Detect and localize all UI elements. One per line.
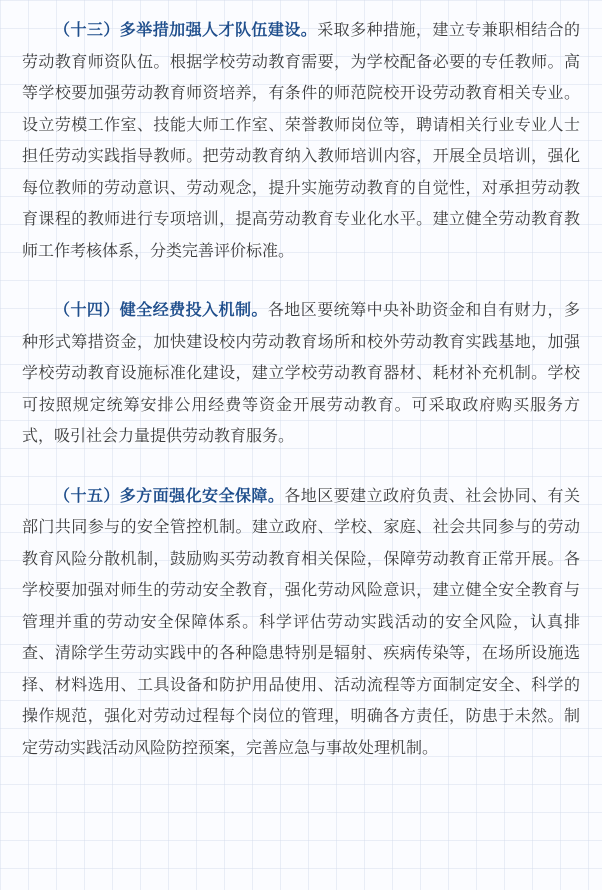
section-13-body: 采取多种措施，建立专兼职相结合的劳动教育师资队伍。根据学校劳动教育需要，为学校配备必要的专任教师。高等学校要加强劳动教育师资培养，有条件的师范院校开设劳动教育相关专业。设立劳模工作室、技能大师工作室、荣誉教师岗位等，聘请相关行业专业人士担任劳动实践指导教师。把劳动教育纳入教师培训内容，开展全员培训，强化每位教师的劳动意识、劳动观念，提升实施劳动教育的自觉性，对承担劳动教育课程的教师进行专项培训，提高劳动教育专业化水平。建立健全劳动教育教师工作考核体系，分类完善评价标准。 <box>22 20 580 260</box>
section-13 <box>22 14 580 266</box>
section-14 <box>22 294 580 452</box>
section-14-heading: （十四）健全经费投入机制。 <box>54 300 268 319</box>
section-13-heading: （十三）多举措加强人才队伍建设。 <box>54 20 318 39</box>
section-15 <box>22 480 580 764</box>
section-14-body: 各地区要统筹中央补助资金和自有财力，多种形式筹措资金，加快建设校内劳动教育场所和校外劳动教育实践基地，加强学校劳动教育设施标准化建设，建立学校劳动教育器材、耗材补充机制。学校可按照规定统筹安排公用经费等资金开展劳动教育。可采取政府购买服务方式，吸引社会力量提供劳动教育服务。 <box>22 300 580 445</box>
section-15-body: 各地区要建立政府负责、社会协同、有关部门共同参与的安全管控机制。建立政府、学校、家庭、社会共同参与的劳动教育风险分散机制，鼓励购买劳动教育相关保险，保障劳动教育正常开展。各学校要加强对师生的劳动安全教育，强化劳动风险意识，建立健全安全教育与管理并重的劳动安全保障体系。科学评估劳动实践活动的安全风险，认真排查、清除学生劳动实践中的各种隐患特别是辐射、疾病传染等，在场所设施选择、材料选用、工具设备和防护用品使用、活动流程等方面制定安全、科学的操作规范，强化对劳动过程每个岗位的管理，明确各方责任，防患于未然。制定劳动实践活动风险防控预案，完善应急与事故处理机制。 <box>22 485 580 757</box>
section-15-heading: （十五）多方面强化安全保障。 <box>54 485 285 505</box>
